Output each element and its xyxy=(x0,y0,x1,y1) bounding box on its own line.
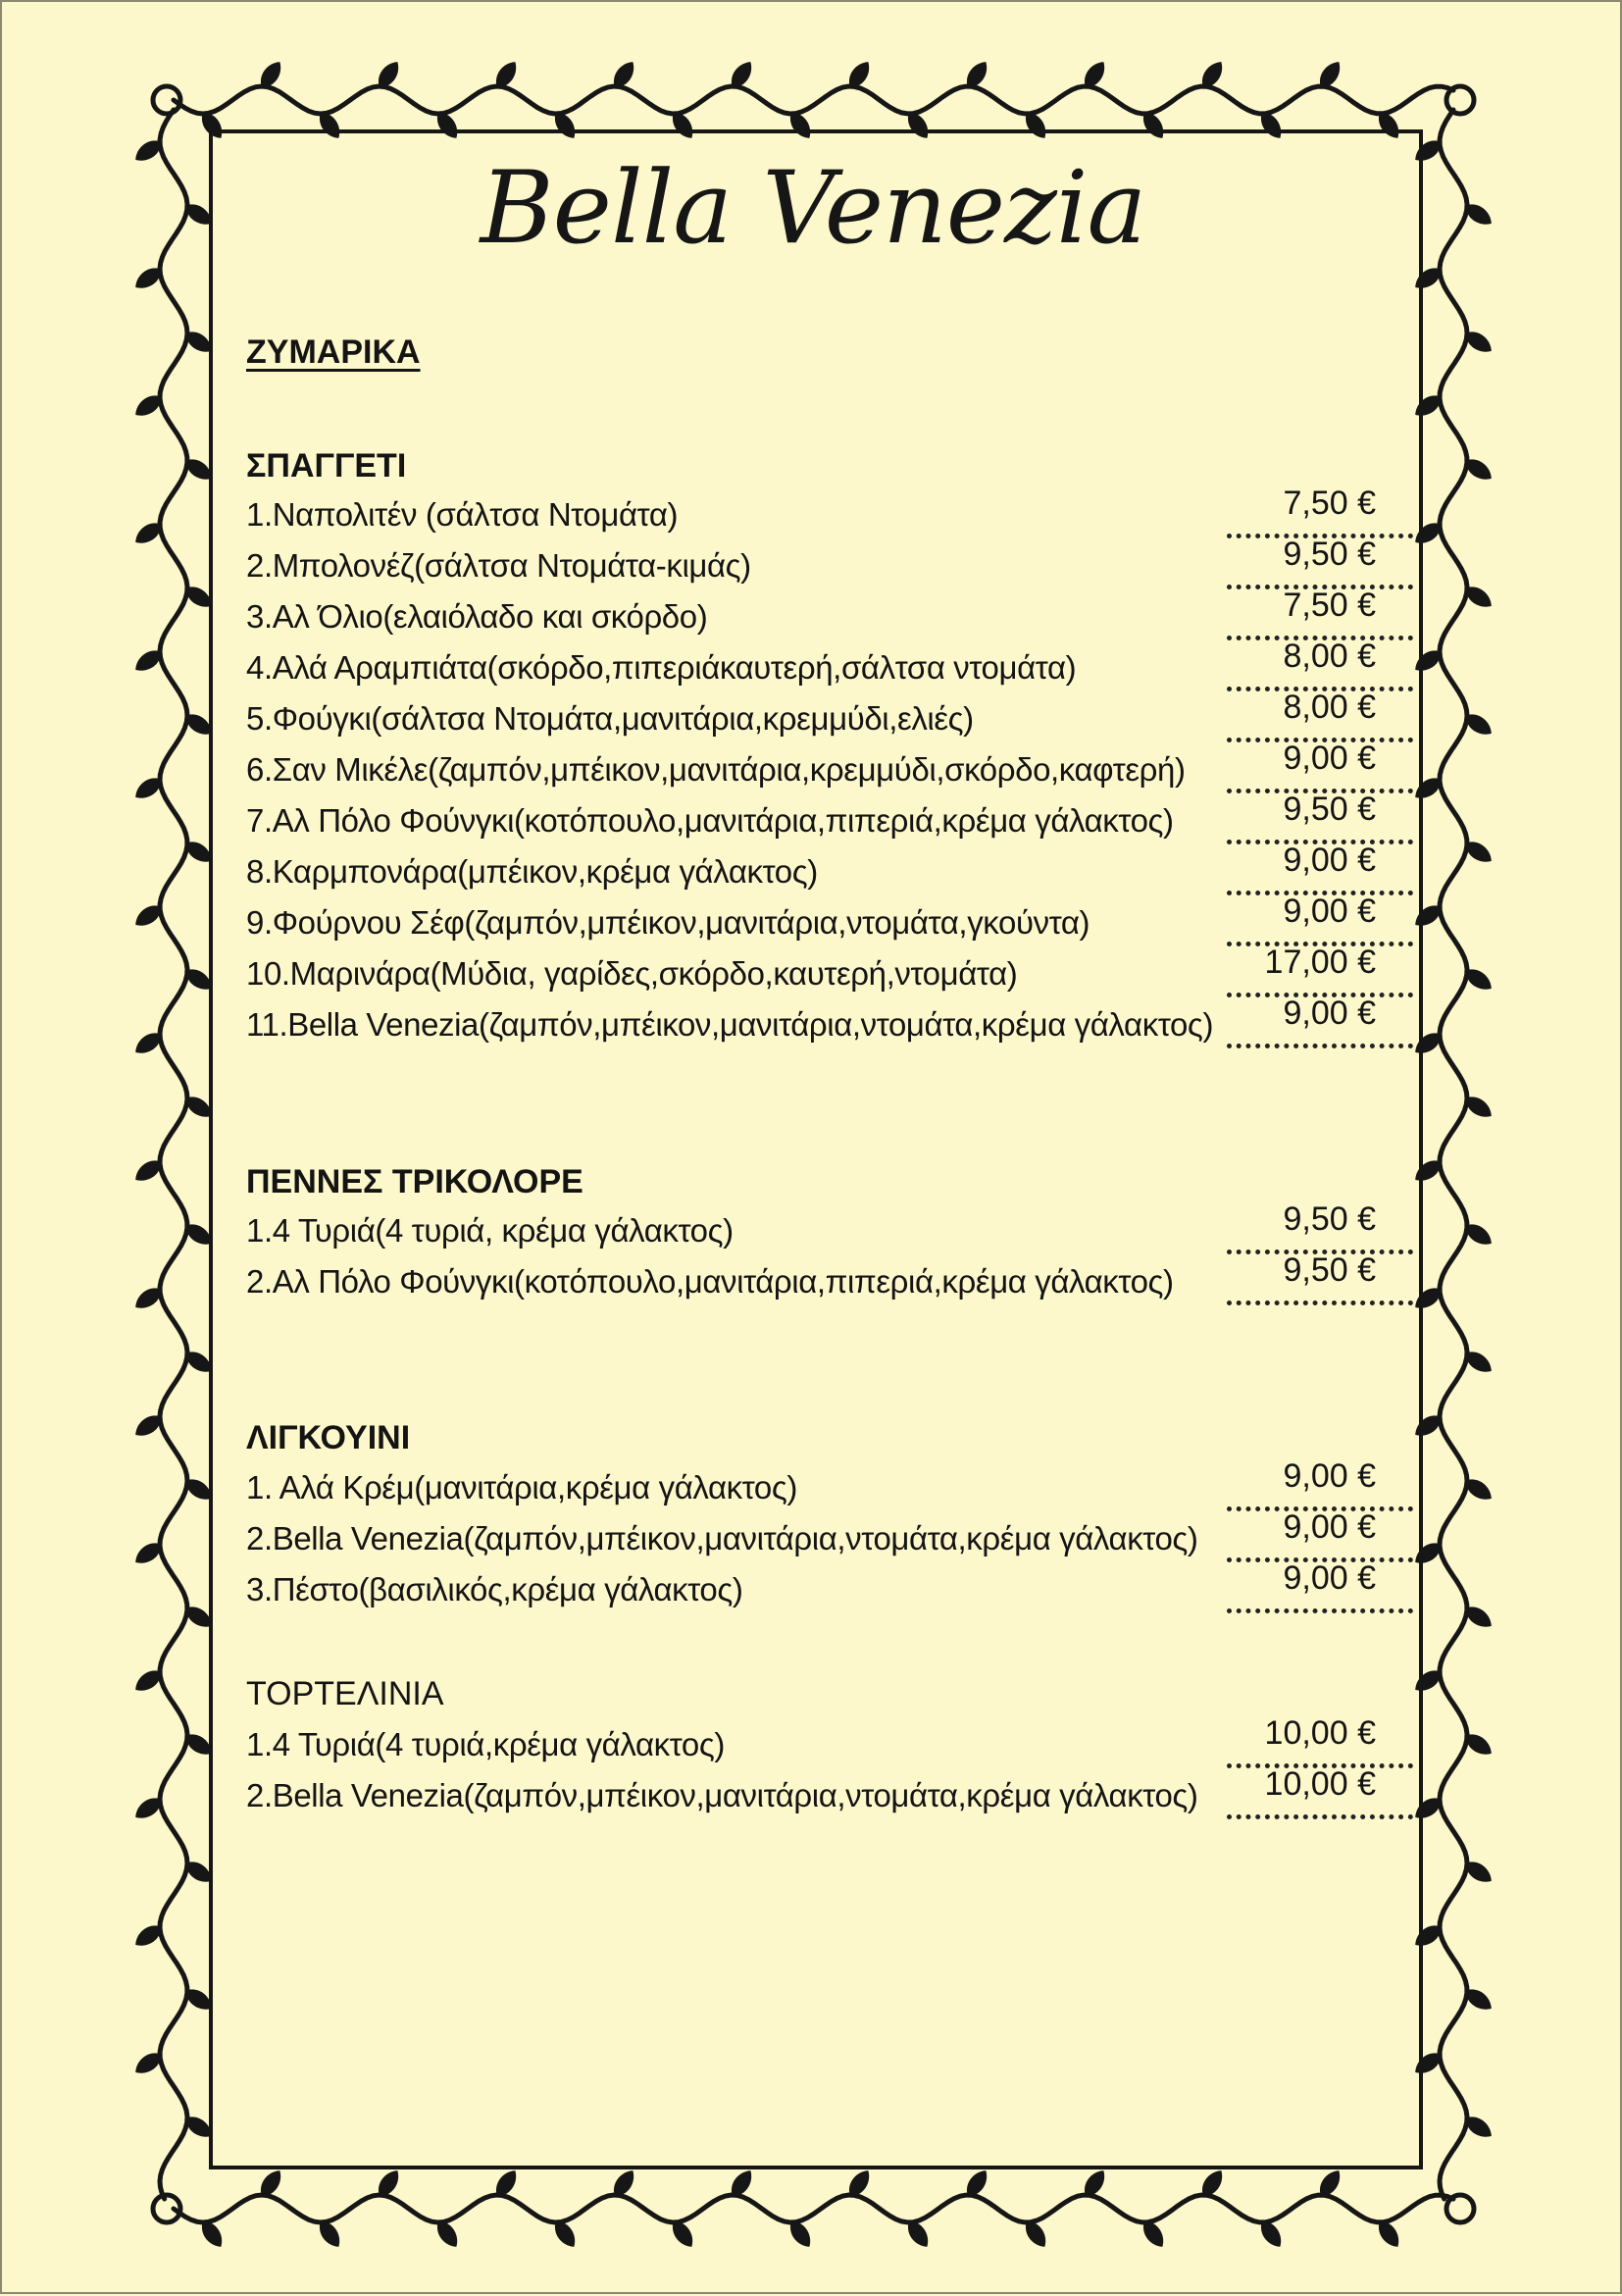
menu-item xyxy=(246,536,1413,592)
item-price: 9,00 € xyxy=(1283,995,1376,1032)
item-name: 2.Bella Venezia(ζαμπόν,μπέικον,μανιτάρια,ντομάτα,κρέμα γάλακτος) xyxy=(246,1777,1198,1813)
menu-item xyxy=(246,587,1413,643)
vine-stem xyxy=(160,110,187,2199)
section-heading-linguine: ΛΙΓΚΟΥΙΝΙ xyxy=(246,1419,411,1456)
menu-item xyxy=(246,485,1413,541)
item-name: 9.Φούρνου Σέφ(ζαμπόν,μπέικον,μανιτάρια,ντομάτα,γκούντα) xyxy=(246,904,1090,941)
menu-item xyxy=(246,1714,1413,1771)
item-price: 9,50 € xyxy=(1283,1251,1376,1289)
menu-item xyxy=(246,995,1413,1051)
item-price: 7,50 € xyxy=(1283,485,1376,522)
item-name: 2.Αλ Πόλο Φούνγκι(κοτόπουλο,μανιτάρια,πιπεριά,κρέμα γάλακτος) xyxy=(246,1263,1174,1300)
item-name: 8.Καρμπονάρα(μπέικον,κρέμα γάλακτος) xyxy=(246,853,818,890)
menu-item xyxy=(246,1559,1413,1616)
menu-item xyxy=(246,1200,1413,1257)
item-name: 1.4 Τυριά(4 τυριά,κρέμα γάλακτος) xyxy=(246,1726,725,1762)
menu-item xyxy=(246,1251,1413,1308)
item-price: 17,00 € xyxy=(1264,944,1376,981)
menu-item xyxy=(246,842,1413,898)
item-name: 11.Bella Venezia(ζαμπόν,μπέικον,μανιτάρια,ντομάτα,κρέμα γάλακτος) xyxy=(246,1006,1214,1043)
item-price: 9,00 € xyxy=(1283,1457,1376,1495)
menu-item xyxy=(246,638,1413,694)
section-heading-tortellini: ΤΟΡΤΕΛΙΝΙΑ xyxy=(246,1675,444,1712)
section-heading-spaghetti: ΣΠΑΓΓΕΤΙ xyxy=(246,447,407,485)
item-price: 9,00 € xyxy=(1283,740,1376,777)
item-price: 9,00 € xyxy=(1283,1508,1376,1546)
vine-stem xyxy=(174,86,1453,114)
item-name: 6.Σαν Μικέλε(ζαμπόν,μπέικον,μανιτάρια,κρεμμύδι,σκόρδο,καφτερή) xyxy=(246,751,1186,788)
item-name: 7.Αλ Πόλο Φούνγκι(κοτόπουλο,μανιτάρια,πιπεριά,κρέμα γάλακτος) xyxy=(246,802,1174,839)
item-price: 9,50 € xyxy=(1283,791,1376,828)
menu-item xyxy=(246,944,1413,1000)
item-name: 3.Αλ Όλιο(ελαιόλαδο και σκόρδο) xyxy=(246,598,708,635)
item-price: 10,00 € xyxy=(1264,1765,1376,1803)
menu-item xyxy=(246,740,1413,796)
inner-frame-line xyxy=(211,131,1421,2168)
menu-item xyxy=(246,1508,1413,1565)
dotted-leader xyxy=(1227,1044,1413,1048)
section-heading-pennes: ΠΕΝΝΕΣ ΤΡΙΚΟΛΟΡΕ xyxy=(246,1163,583,1200)
item-price: 9,00 € xyxy=(1283,842,1376,879)
item-price: 8,00 € xyxy=(1283,638,1376,675)
dotted-leader xyxy=(1227,1301,1413,1305)
item-name: 3.Πέστο(βασιλικός,κρέμα γάλακτος) xyxy=(246,1571,743,1607)
menu-item xyxy=(246,1765,1413,1822)
dotted-leader xyxy=(1227,1814,1413,1819)
item-price: 8,00 € xyxy=(1283,689,1376,726)
vine-stem xyxy=(174,2195,1453,2222)
dotted-leader xyxy=(1227,1608,1413,1613)
category-heading: ΖΥΜΑΡΙΚΑ xyxy=(246,333,421,371)
menu-item xyxy=(246,893,1413,949)
corner-curl xyxy=(1446,86,1474,114)
item-name: 2.Μπολονέζ(σάλτσα Ντομάτα-κιμάς) xyxy=(246,547,751,584)
menu-item xyxy=(246,689,1413,745)
item-name: 1.Ναπολιτέν (σάλτσα Ντομάτα) xyxy=(246,496,679,533)
item-name: 10.Μαρινάρα(Μύδια, γαρίδες,σκόρδο,καυτερή,ντομάτα) xyxy=(246,955,1018,992)
item-price: 9,00 € xyxy=(1283,893,1376,930)
item-price: 9,00 € xyxy=(1283,1559,1376,1597)
item-price: 9,50 € xyxy=(1283,536,1376,573)
menu-item xyxy=(246,1457,1413,1514)
item-name: 1. Αλά Κρέμ(μανιτάρια,κρέμα γάλακτος) xyxy=(246,1469,797,1505)
menu-item xyxy=(246,791,1413,847)
restaurant-title: Bella Venezia xyxy=(480,150,1146,267)
corner-curl xyxy=(1446,2195,1474,2222)
item-name: 2.Bella Venezia(ζαμπόν,μπέικον,μανιτάρια,ντομάτα,κρέμα γάλακτος) xyxy=(246,1520,1198,1556)
item-price: 9,50 € xyxy=(1283,1200,1376,1238)
item-name: 5.Φούγκι(σάλτσα Ντομάτα,μανιτάρια,κρεμμύδι,ελιές) xyxy=(246,700,974,737)
item-price: 7,50 € xyxy=(1283,587,1376,624)
item-price: 10,00 € xyxy=(1264,1714,1376,1752)
item-name: 4.Αλά Αραμπιάτα(σκόρδο,πιπεριάκαυτερή,σάλτσα ντομάτα) xyxy=(246,649,1077,686)
item-name: 1.4 Τυριά(4 τυριά, κρέμα γάλακτος) xyxy=(246,1212,734,1249)
ornamental-vine-border xyxy=(2,2,1622,2296)
vine-stem xyxy=(1440,110,1467,2199)
